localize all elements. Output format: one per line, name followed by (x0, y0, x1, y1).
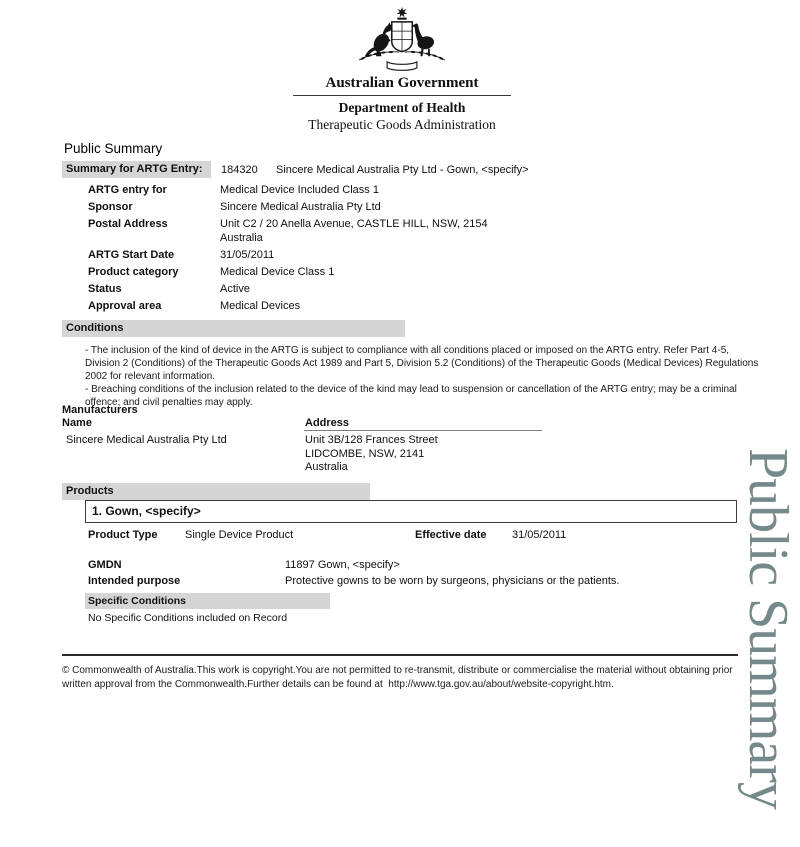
field-value: Medical Devices (220, 300, 301, 312)
intended-purpose-label: Intended purpose (88, 575, 181, 587)
summary-header-row (62, 161, 762, 178)
conditions-line: - The inclusion of the kind of device in the ARTG is subject to compliance with all conditions placed or imposed on the ARTG entry. Refer Part 4-5, (85, 345, 730, 356)
effective-date-value: 31/05/2011 (512, 529, 567, 541)
manufacturer-name: Sincere Medical Australia Pty Ltd (66, 434, 227, 446)
field-label: ARTG entry for (88, 184, 167, 196)
summary-fields (62, 184, 738, 317)
manufacturer-address-line: Australia (305, 461, 348, 473)
field-label: ARTG Start Date (88, 249, 175, 261)
public-summary-watermark: Public Summary (737, 448, 799, 809)
field-value: Medical Device Class 1 (220, 266, 335, 278)
masthead (2, 6, 800, 133)
manufacturer-address-line: Unit 3B/128 Frances Street (305, 434, 438, 446)
product-type-row (62, 529, 738, 542)
field-value: Medical Device Included Class 1 (220, 184, 379, 196)
australian-coat-of-arms-icon (345, 6, 459, 73)
field-value: 31/05/2011 (220, 249, 275, 261)
conditions-line: 2002 for relevant information. (85, 371, 216, 382)
intended-purpose-value: Protective gowns to be worn by surgeons, physicians or the patients. (285, 575, 620, 587)
field-value (220, 218, 488, 245)
field-label: Postal Address (88, 218, 168, 230)
postal-address-line-2: Australia (220, 232, 263, 244)
conditions-section-bar: Conditions (62, 320, 405, 337)
product-type-label: Product Type (88, 529, 158, 541)
page-title: Public Summary (64, 141, 163, 156)
product-details (62, 529, 738, 588)
field-value: Sincere Medical Australia Pty Ltd (220, 201, 381, 213)
manufacturers-title: Manufacturers (62, 404, 138, 416)
department-title: Department of Health (338, 100, 466, 115)
specific-conditions-text: No Specific Conditions included on Record (88, 612, 288, 624)
footer-divider (62, 654, 738, 656)
government-title: Australian Government (325, 75, 479, 91)
address-column-header: Address (305, 417, 350, 429)
field-row-sponsor (62, 201, 738, 214)
agency-title: Therapeutic Goods Administration (308, 117, 496, 132)
field-row-product-category (62, 266, 738, 279)
field-label: Product category (88, 266, 179, 278)
manufacturer-address (305, 434, 438, 475)
effective-date-label: Effective date (415, 529, 487, 541)
manufacturer-address-line: LIDCOMBE, NSW, 2141 (305, 447, 425, 460)
product-card-title: 1. Gown, <specify> (85, 500, 737, 523)
footer-copyright-line: © Commonwealth of Australia.This work is copyright.You are not permitted to re-transmit, distribute or commercialise the material without obtaining prior (62, 665, 733, 676)
gmdn-row (62, 559, 738, 572)
intended-purpose-row (62, 575, 738, 588)
specific-conditions-bar: Specific Conditions (85, 593, 330, 609)
footer-copyright (62, 664, 733, 692)
conditions-line: offence; and civil penalties may apply. (85, 397, 253, 408)
conditions-text (85, 344, 758, 409)
field-label: Sponsor (88, 201, 133, 213)
address-column-underline (304, 430, 542, 431)
conditions-line: - Breaching conditions of the inclusion related to the device of the kind may lead to suspension or cancellation of the ARTG entry; may be a criminal (85, 384, 737, 395)
gmdn-label: GMDN (88, 559, 122, 571)
manufacturers-header-row (62, 417, 738, 429)
gmdn-value: 11897 Gown, <specify> (285, 559, 400, 571)
artg-entry-title: Sincere Medical Australia Pty Ltd - Gown, <specify> (276, 164, 529, 176)
field-row-postal-address (62, 218, 738, 245)
manufacturers-section (62, 404, 738, 475)
masthead-divider (293, 95, 511, 96)
field-label: Status (88, 283, 122, 295)
products-section-bar: Products (62, 483, 370, 500)
postal-address-line-1: Unit C2 / 20 Anella Avenue, CASTLE HILL, NSW, 2154 (220, 218, 488, 230)
field-row-status (62, 283, 738, 296)
conditions-line: Division 2 (Conditions) of the Therapeutic Goods Act 1989 and Part 5, Division 5.2 (Conditions) of the Therapeutic Goods (Medical Devices) Regulations (85, 358, 759, 369)
field-row-approval-area (62, 300, 738, 313)
field-label: Approval area (88, 300, 162, 312)
field-value: Active (220, 283, 250, 295)
field-row-artg-start-date (62, 249, 738, 262)
name-column-header: Name (62, 417, 92, 429)
field-row-artg-entry-for (62, 184, 738, 197)
artg-entry-number: 184320 (221, 164, 258, 176)
product-type-value: Single Device Product (185, 529, 294, 541)
summary-section-label: Summary for ARTG Entry: (62, 161, 211, 178)
manufacturer-row (62, 434, 738, 475)
footer-copyright-line: written approval from the Commonwealth.Further details can be found at http://www.tga.gov.au/about/website-copyright.htm. (62, 679, 614, 690)
